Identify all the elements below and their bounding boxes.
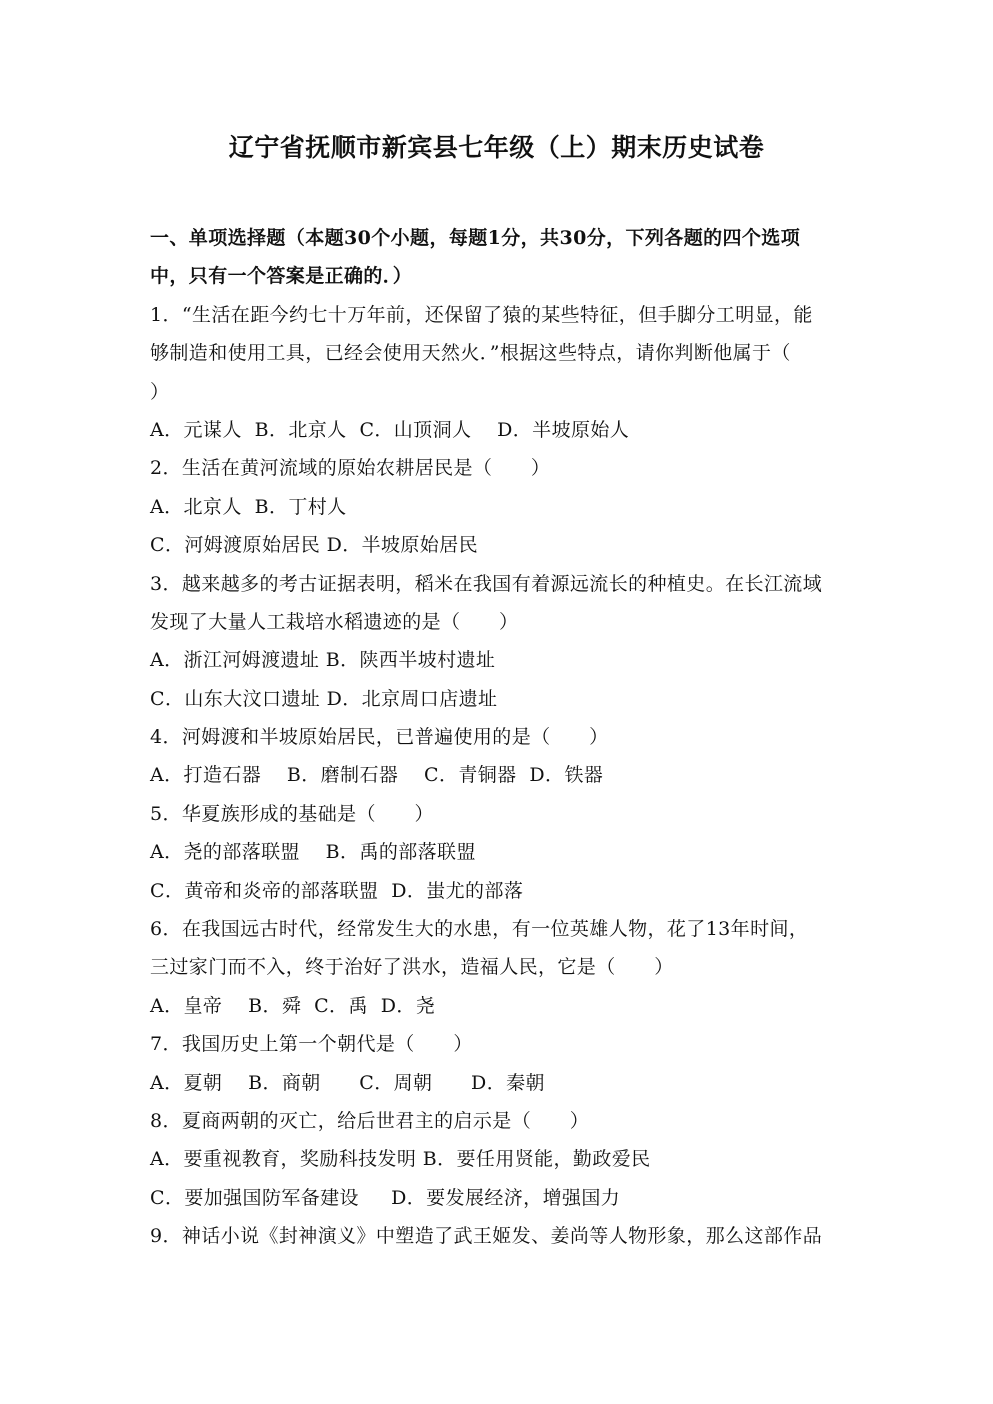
question-stem-line: 4．河姆渡和半坡原始居民，已普遍使用的是（ ） [150, 726, 609, 749]
question-stem-line: 5．华夏族形成的基础是（ ） [150, 802, 434, 825]
question-stem-line: 够制造和使用工具，已经会使用天然火．”根据这些特点，请你判断他属于（ [150, 342, 791, 365]
question-item [150, 565, 850, 719]
question-item [150, 718, 850, 795]
question-options-line: C．黄帝和炎帝的部落联盟 D．蚩尤的部落 [150, 879, 524, 902]
question-stem-line: 发现了大量人工栽培水稻遗迹的是（ ） [150, 610, 519, 633]
section-heading-line: 中，只有一个答案是正确的．） [150, 265, 413, 288]
question-stem-line: ） [150, 380, 170, 403]
section-heading [150, 219, 850, 296]
question-list [150, 296, 850, 1256]
question-options-line: A．元谋人 B．北京人 C．山顶洞人 D．半坡原始人 [150, 418, 630, 441]
question-options-line: A．夏朝 B．商朝 C．周朝 D．秦朝 [150, 1071, 545, 1094]
question-stem-line: 2．生活在黄河流域的原始农耕居民是（ ） [150, 457, 551, 480]
question-options-line: A．皇帝 B．舜 C．禹 D．尧 [150, 994, 436, 1017]
question-options-line: A．北京人 B．丁村人 [150, 495, 347, 518]
question-stem-line: 三过家门而不入，终于治好了洪水，造福人民，它是（ ） [150, 956, 674, 979]
question-item [150, 296, 850, 450]
question-item [150, 1025, 850, 1102]
question-options-line: C．要加强国防军备建设 D．要发展经济，增强国力 [150, 1186, 621, 1209]
question-item [150, 1102, 850, 1217]
question-options-line: C．山东大汶口遗址 D．北京周口店遗址 [150, 687, 498, 710]
question-options-line: C．河姆渡原始居民 D．半坡原始居民 [150, 534, 479, 557]
question-stem-line: 3．越来越多的考古证据表明，稻米在我国有着源远流长的种植史。在长江流域 [150, 572, 823, 595]
question-stem-line: 9．神话小说《封神演义》中塑造了武王姬发、姜尚等人物形象，那么这部作品 [150, 1225, 823, 1248]
question-options-line: A．尧的部落联盟 B．禹的部落联盟 [150, 841, 476, 864]
question-item [150, 795, 850, 910]
question-item [150, 910, 850, 1025]
question-stem-line: 6．在我国远古时代，经常发生大的水患，有一位英雄人物，花了13年时间， [150, 918, 809, 941]
exam-title: 辽宁省抚顺市新宾县七年级（上）期末历史试卷 [228, 133, 765, 162]
question-stem-line: 1．“生活在距今约七十万年前，还保留了猿的某些特征，但手脚分工明显，能 [150, 303, 813, 326]
question-item [150, 449, 850, 564]
section-heading-line: 一、单项选择题（本题30个小题，每题1分，共30分，下列各题的四个选项 [150, 227, 801, 249]
question-stem-line: 8．夏商两朝的灭亡，给后世君主的启示是（ ） [150, 1109, 590, 1132]
question-options-line: A．要重视教育，奖励科技发明 B．要任用贤能，勤政爱民 [150, 1148, 651, 1171]
question-options-line: A．打造石器 B．磨制石器 C．青铜器 D．铁器 [150, 764, 604, 787]
question-options-line: A．浙江河姆渡遗址 B．陕西半坡村遗址 [150, 649, 496, 672]
exam-content [150, 219, 850, 1256]
question-stem-line: 7．我国历史上第一个朝代是（ ） [150, 1033, 473, 1056]
question-item [150, 1217, 850, 1255]
